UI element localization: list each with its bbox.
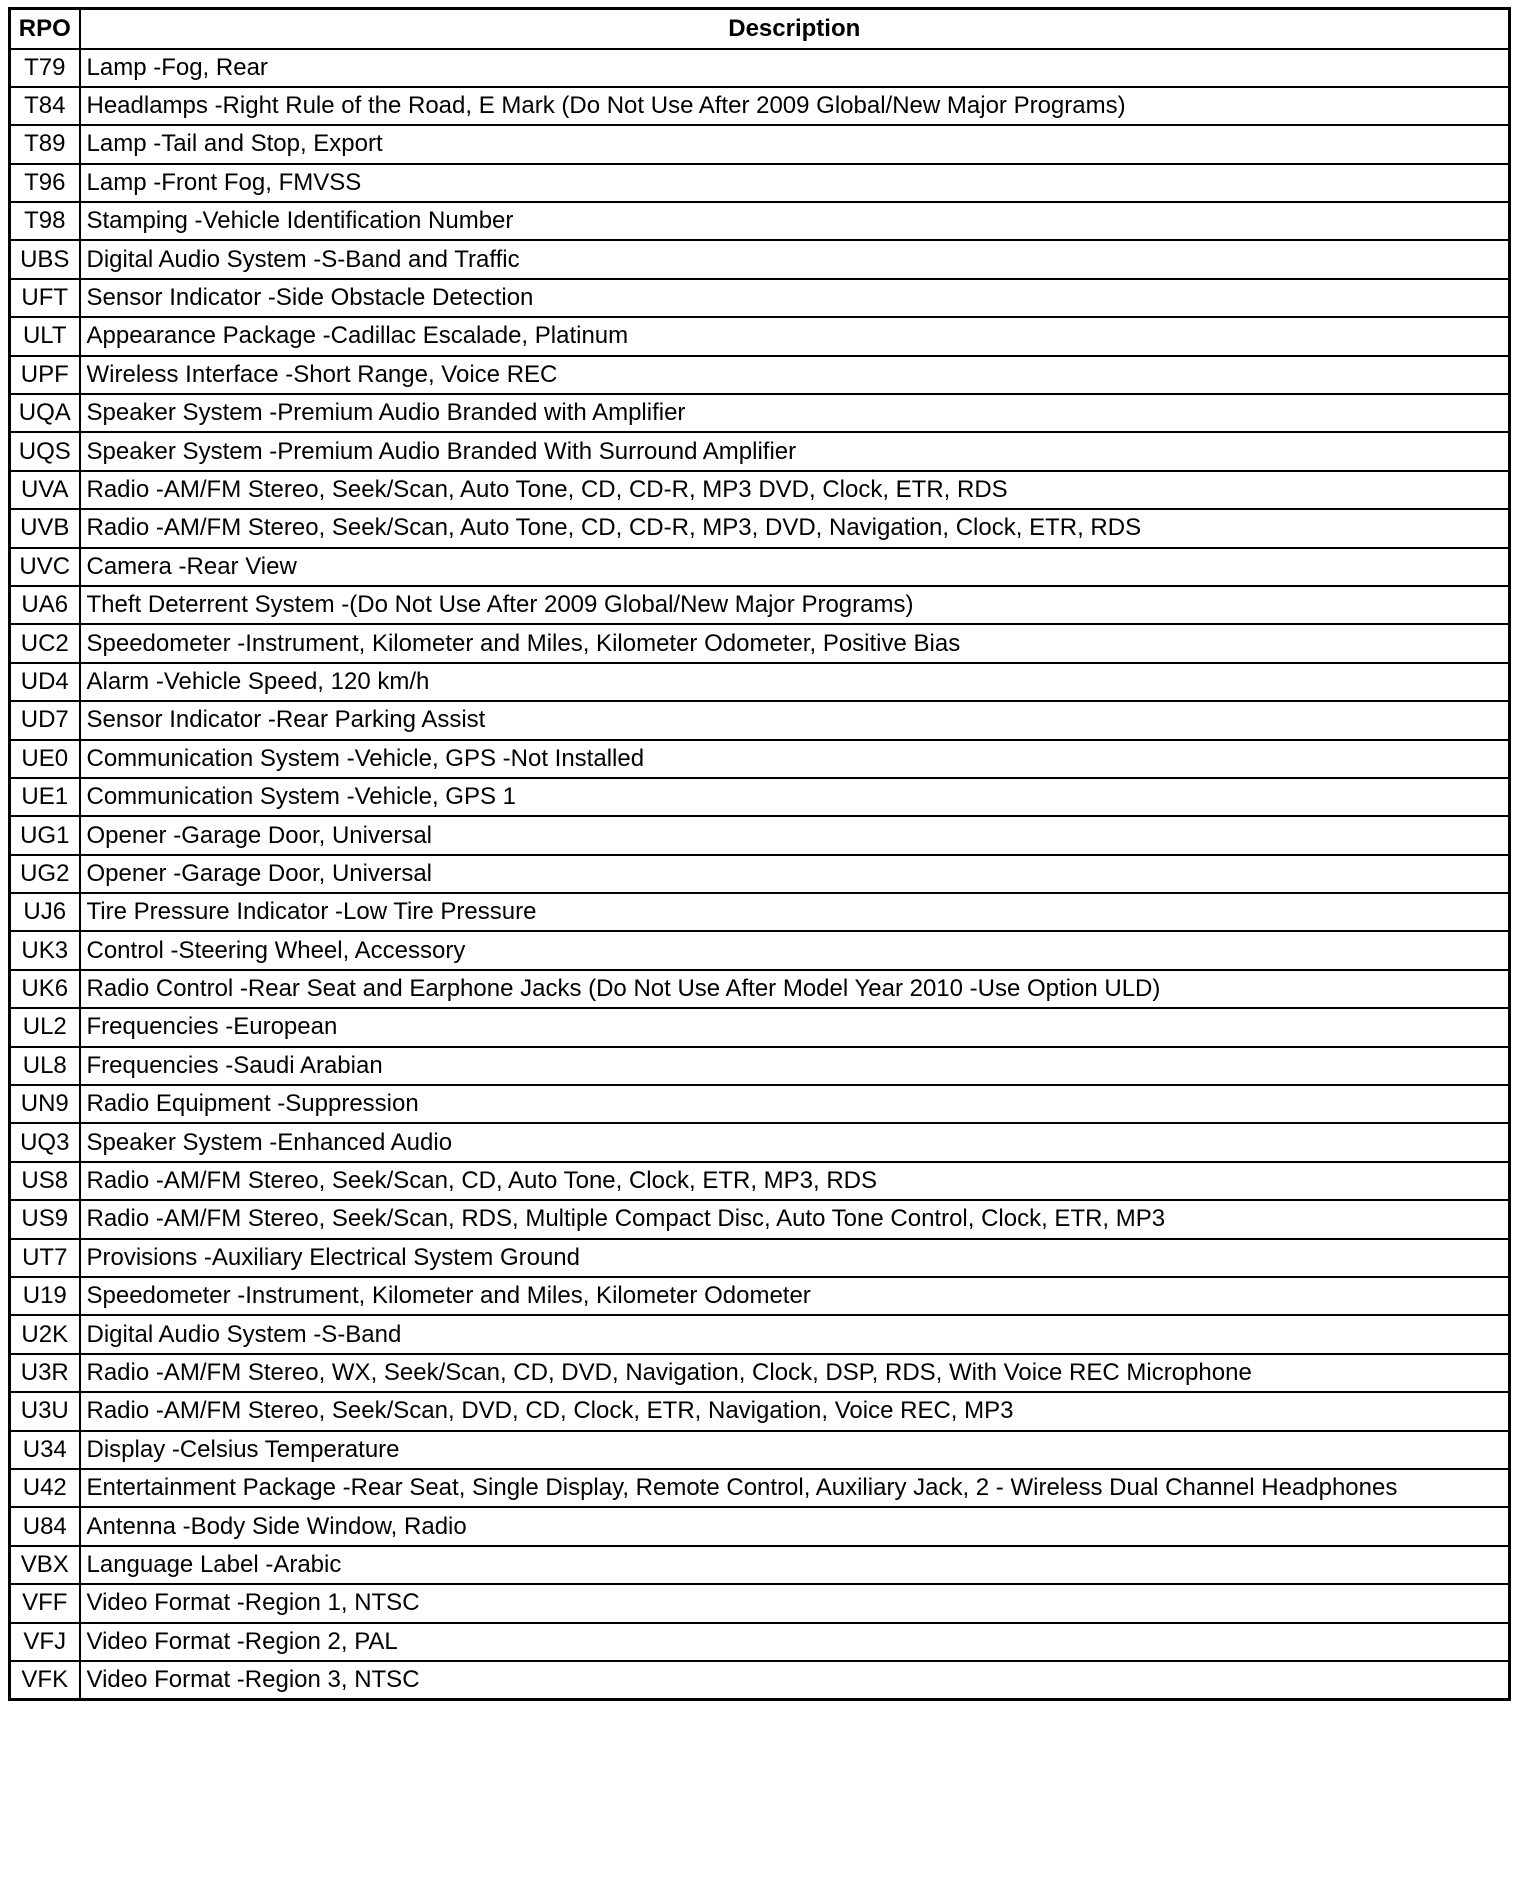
rpo-code-cell: T84 bbox=[10, 87, 80, 125]
description-cell: Stamping -Vehicle Identification Number bbox=[80, 202, 1510, 240]
description-cell: Speaker System -Premium Audio Branded With Surround Amplifier bbox=[80, 432, 1510, 470]
rpo-code-cell: UG1 bbox=[10, 816, 80, 854]
table-row bbox=[10, 624, 1510, 662]
rpo-code-cell: T89 bbox=[10, 125, 80, 163]
description-cell: Video Format -Region 3, NTSC bbox=[80, 1661, 1510, 1699]
rpo-code-cell: UK6 bbox=[10, 970, 80, 1008]
rpo-code-cell: U19 bbox=[10, 1277, 80, 1315]
table-row bbox=[10, 1431, 1510, 1469]
description-cell: Radio Control -Rear Seat and Earphone Jacks (Do Not Use After Model Year 2010 -Use Option ULD) bbox=[80, 970, 1510, 1008]
rpo-code-cell: UN9 bbox=[10, 1085, 80, 1123]
table-row bbox=[10, 432, 1510, 470]
description-cell: Radio -AM/FM Stereo, Seek/Scan, Auto Tone, CD, CD-R, MP3 DVD, Clock, ETR, RDS bbox=[80, 471, 1510, 509]
rpo-code-cell: VBX bbox=[10, 1546, 80, 1584]
description-cell: Opener -Garage Door, Universal bbox=[80, 855, 1510, 893]
rpo-code-cell: UT7 bbox=[10, 1239, 80, 1277]
table-row bbox=[10, 1008, 1510, 1046]
rpo-code-cell: US9 bbox=[10, 1200, 80, 1238]
table-row bbox=[10, 893, 1510, 931]
table-row bbox=[10, 1469, 1510, 1507]
description-cell: Antenna -Body Side Window, Radio bbox=[80, 1507, 1510, 1545]
table-row bbox=[10, 855, 1510, 893]
header-description: Description bbox=[80, 9, 1510, 49]
description-cell: Opener -Garage Door, Universal bbox=[80, 816, 1510, 854]
description-cell: Digital Audio System -S-Band and Traffic bbox=[80, 240, 1510, 278]
description-cell: Communication System -Vehicle, GPS 1 bbox=[80, 778, 1510, 816]
table-row bbox=[10, 586, 1510, 624]
table-row bbox=[10, 164, 1510, 202]
rpo-code-cell: UE1 bbox=[10, 778, 80, 816]
description-cell: Language Label -Arabic bbox=[80, 1546, 1510, 1584]
description-cell: Speaker System -Premium Audio Branded with Amplifier bbox=[80, 394, 1510, 432]
description-cell: Digital Audio System -S-Band bbox=[80, 1315, 1510, 1353]
rpo-table bbox=[8, 7, 1511, 1701]
table-row bbox=[10, 701, 1510, 739]
table-row bbox=[10, 548, 1510, 586]
description-cell: Radio -AM/FM Stereo, WX, Seek/Scan, CD, DVD, Navigation, Clock, DSP, RDS, With Voice REC Microphone bbox=[80, 1354, 1510, 1392]
table-row bbox=[10, 87, 1510, 125]
description-cell: Control -Steering Wheel, Accessory bbox=[80, 931, 1510, 969]
rpo-code-cell: U3R bbox=[10, 1354, 80, 1392]
rpo-code-cell: U34 bbox=[10, 1431, 80, 1469]
table-row bbox=[10, 1200, 1510, 1238]
table-row bbox=[10, 1162, 1510, 1200]
rpo-code-cell: T98 bbox=[10, 202, 80, 240]
table-row bbox=[10, 1123, 1510, 1161]
rpo-code-cell: UC2 bbox=[10, 624, 80, 662]
table-row bbox=[10, 816, 1510, 854]
table-row bbox=[10, 1047, 1510, 1085]
description-cell: Lamp -Front Fog, FMVSS bbox=[80, 164, 1510, 202]
table-row bbox=[10, 931, 1510, 969]
rpo-code-cell: UVC bbox=[10, 548, 80, 586]
rpo-code-cell: US8 bbox=[10, 1162, 80, 1200]
rpo-code-cell: UE0 bbox=[10, 740, 80, 778]
description-cell: Headlamps -Right Rule of the Road, E Mark (Do Not Use After 2009 Global/New Major Programs) bbox=[80, 87, 1510, 125]
description-cell: Radio -AM/FM Stereo, Seek/Scan, CD, Auto Tone, Clock, ETR, MP3, RDS bbox=[80, 1162, 1510, 1200]
description-cell: Lamp -Tail and Stop, Export bbox=[80, 125, 1510, 163]
description-cell: Display -Celsius Temperature bbox=[80, 1431, 1510, 1469]
table-row bbox=[10, 1277, 1510, 1315]
table-row bbox=[10, 125, 1510, 163]
description-cell: Tire Pressure Indicator -Low Tire Pressure bbox=[80, 893, 1510, 931]
rpo-code-cell: UFT bbox=[10, 279, 80, 317]
table-row bbox=[10, 778, 1510, 816]
table-row bbox=[10, 970, 1510, 1008]
description-cell: Appearance Package -Cadillac Escalade, Platinum bbox=[80, 317, 1510, 355]
description-cell: Alarm -Vehicle Speed, 120 km/h bbox=[80, 663, 1510, 701]
description-cell: Video Format -Region 2, PAL bbox=[80, 1623, 1510, 1661]
description-cell: Sensor Indicator -Side Obstacle Detection bbox=[80, 279, 1510, 317]
description-cell: Video Format -Region 1, NTSC bbox=[80, 1584, 1510, 1622]
table-row bbox=[10, 1623, 1510, 1661]
description-cell: Frequencies -Saudi Arabian bbox=[80, 1047, 1510, 1085]
description-cell: Lamp -Fog, Rear bbox=[80, 49, 1510, 87]
table-row bbox=[10, 1392, 1510, 1430]
description-cell: Communication System -Vehicle, GPS -Not Installed bbox=[80, 740, 1510, 778]
description-cell: Wireless Interface -Short Range, Voice REC bbox=[80, 356, 1510, 394]
rpo-code-cell: UL2 bbox=[10, 1008, 80, 1046]
rpo-code-cell: VFJ bbox=[10, 1623, 80, 1661]
rpo-code-cell: U42 bbox=[10, 1469, 80, 1507]
description-cell: Provisions -Auxiliary Electrical System Ground bbox=[80, 1239, 1510, 1277]
rpo-code-cell: UQ3 bbox=[10, 1123, 80, 1161]
table-row bbox=[10, 471, 1510, 509]
description-cell: Radio -AM/FM Stereo, Seek/Scan, Auto Tone, CD, CD-R, MP3, DVD, Navigation, Clock, ETR, RDS bbox=[80, 509, 1510, 547]
table-row bbox=[10, 1354, 1510, 1392]
table-row bbox=[10, 202, 1510, 240]
header-rpo: RPO bbox=[10, 9, 80, 49]
rpo-code-cell: U3U bbox=[10, 1392, 80, 1430]
description-cell: Frequencies -European bbox=[80, 1008, 1510, 1046]
rpo-code-cell: UVA bbox=[10, 471, 80, 509]
rpo-code-cell: UG2 bbox=[10, 855, 80, 893]
table-row bbox=[10, 1239, 1510, 1277]
rpo-code-cell: UD7 bbox=[10, 701, 80, 739]
table-row bbox=[10, 509, 1510, 547]
description-cell: Radio Equipment -Suppression bbox=[80, 1085, 1510, 1123]
rpo-code-cell: UQA bbox=[10, 394, 80, 432]
table-row bbox=[10, 240, 1510, 278]
table-body bbox=[10, 49, 1510, 1700]
rpo-code-cell: VFK bbox=[10, 1661, 80, 1699]
description-cell: Camera -Rear View bbox=[80, 548, 1510, 586]
table-row bbox=[10, 279, 1510, 317]
description-cell: Radio -AM/FM Stereo, Seek/Scan, RDS, Multiple Compact Disc, Auto Tone Control, Clock, ETR, MP3 bbox=[80, 1200, 1510, 1238]
table-row bbox=[10, 1507, 1510, 1545]
description-cell: Speaker System -Enhanced Audio bbox=[80, 1123, 1510, 1161]
rpo-code-cell: ULT bbox=[10, 317, 80, 355]
description-cell: Speedometer -Instrument, Kilometer and Miles, Kilometer Odometer, Positive Bias bbox=[80, 624, 1510, 662]
rpo-code-cell: VFF bbox=[10, 1584, 80, 1622]
rpo-code-cell: UL8 bbox=[10, 1047, 80, 1085]
rpo-code-cell: U2K bbox=[10, 1315, 80, 1353]
rpo-code-cell: UVB bbox=[10, 509, 80, 547]
table-row bbox=[10, 740, 1510, 778]
rpo-code-cell: UA6 bbox=[10, 586, 80, 624]
rpo-code-cell: UD4 bbox=[10, 663, 80, 701]
table-header-row bbox=[10, 9, 1510, 49]
rpo-code-cell: UPF bbox=[10, 356, 80, 394]
description-cell: Sensor Indicator -Rear Parking Assist bbox=[80, 701, 1510, 739]
rpo-code-cell: T96 bbox=[10, 164, 80, 202]
table-row bbox=[10, 356, 1510, 394]
table-row bbox=[10, 317, 1510, 355]
rpo-code-cell: U84 bbox=[10, 1507, 80, 1545]
table-row bbox=[10, 1661, 1510, 1699]
rpo-code-cell: UK3 bbox=[10, 931, 80, 969]
table-row bbox=[10, 1315, 1510, 1353]
rpo-code-cell: T79 bbox=[10, 49, 80, 87]
table-row bbox=[10, 49, 1510, 87]
description-cell: Entertainment Package -Rear Seat, Single Display, Remote Control, Auxiliary Jack, 2 - Wireless Dual Channel Headphones bbox=[80, 1469, 1510, 1507]
rpo-code-cell: UQS bbox=[10, 432, 80, 470]
description-cell: Radio -AM/FM Stereo, Seek/Scan, DVD, CD, Clock, ETR, Navigation, Voice REC, MP3 bbox=[80, 1392, 1510, 1430]
table-row bbox=[10, 663, 1510, 701]
description-cell: Speedometer -Instrument, Kilometer and Miles, Kilometer Odometer bbox=[80, 1277, 1510, 1315]
description-cell: Theft Deterrent System -(Do Not Use After 2009 Global/New Major Programs) bbox=[80, 586, 1510, 624]
rpo-code-cell: UBS bbox=[10, 240, 80, 278]
table-row bbox=[10, 1085, 1510, 1123]
rpo-code-cell: UJ6 bbox=[10, 893, 80, 931]
table-row bbox=[10, 1584, 1510, 1622]
table-row bbox=[10, 1546, 1510, 1584]
table-row bbox=[10, 394, 1510, 432]
